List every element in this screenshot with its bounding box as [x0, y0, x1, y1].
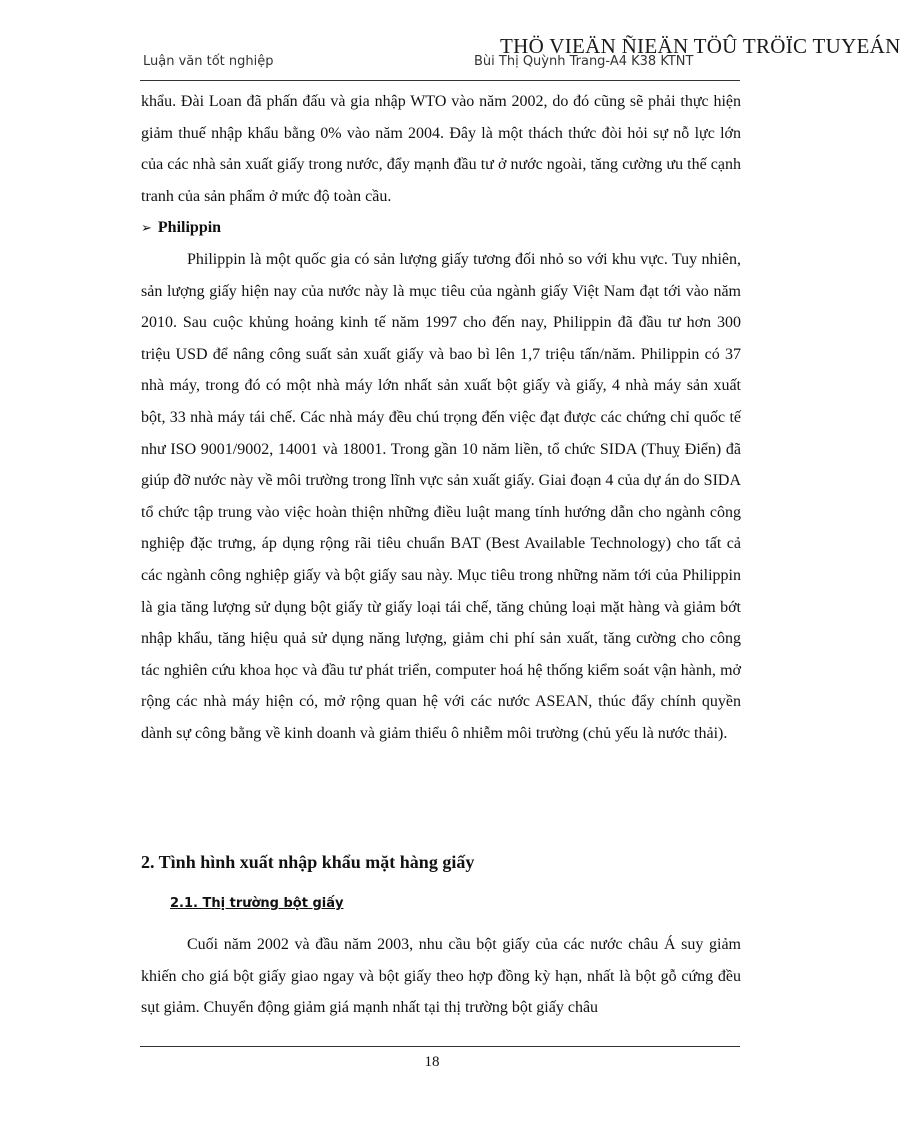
paragraph-taiwan: khẩu. Đài Loan đã phấn đấu và gia nhập WTO vào năm 2002, do đó cũng sẽ phải thực hiện giảm thuế nhập khẩu bằng 0% vào năm 2004. Đây là một thách thức đòi hỏi sự nỗ lực lớn của các nhà sản xuất giấy trong nước, đẩy mạnh đầu tư ở nước ngoài, tăng cường ưu thế cạnh tranh của sản phẩm ở mức độ toàn cầu. [141, 93, 741, 205]
subsection-title: 2.1. Thị trường bột giấy [170, 896, 344, 911]
page-number: 18 [424, 1054, 440, 1070]
document-body [141, 86, 741, 749]
document-body-continued [141, 929, 741, 1024]
watermark-text: THÖ VIEÄN ÑIEÄN TÖÛ TRÖÏC TUYEÁN [500, 34, 901, 58]
section-title: 2. Tình hình xuất nhập khẩu mặt hàng giấy [141, 852, 475, 872]
header-author-label: Bùi Thị Quỳnh Trang-A4 K38 KTNT [474, 54, 694, 69]
arrow-bullet-icon: ➢ [141, 221, 152, 237]
paragraph-philippin: Philippin là một quốc gia có sản lượng giấy tương đối nhỏ so với khu vực. Tuy nhiên, sản lượng giấy hiện nay của nước này là mục tiêu của ngành giấy Việt Nam đạt tới vào năm 2010. Sau cuộc khủng hoảng kinh tế năm 1997 cho đến nay, Philippin đã đầu tư hơn 300 triệu USD để nâng công suất sản xuất giấy và bao bì lên 1,7 triệu tấn/năm. Philippin có 37 nhà máy, trong đó có một nhà máy lớn nhất sản xuất bột giấy và giấy, 4 nhà máy sản xuất bột, 33 nhà máy tái chế. Các nhà máy đều chú trọng đến việc đạt được các chứng chỉ quốc tế như ISO 9001/9002, 14001 và 18001. Trong gần 10 năm liền, tổ chức SIDA (Thuỵ Điển) đã giúp đỡ nước này về môi trường trong lĩnh vực sản xuất giấy. Giai đoạn 4 của dự án do SIDA tổ chức tập trung vào việc hoàn thiện những điều luật mang tính hướng dẫn cho ngành công nghiệp đặc trưng, áp dụng rộng rãi tiêu chuẩn BAT (Best Available Technology) cho tất cả các ngành công nghiệp giấy và bột giấy sau này. Mục tiêu trong những năm tới của Philippin là gia tăng lượng sử dụng bột giấy từ giấy loại tái chế, tăng chủng loại mặt hàng và giảm bớt nhập khẩu, tăng hiệu quả sử dụng năng lượng, giảm chi phí sản xuất, tăng cường cho công tác nghiên cứu khoa học và đầu tư phát triển, computer hoá hệ thống kiểm soát vận hành, mở rộng các nhà máy hiện có, mở rộng quan hệ với các nước ASEAN, thúc đẩy chính quyền dành sự công bằng về kinh doanh và giảm thiểu ô nhiễm môi trường (chủ yếu là nước thải). [141, 250, 741, 742]
bullet-heading-text: Philippin [157, 219, 222, 237]
bullet-heading-philippin [141, 212, 741, 244]
header-thesis-label: Luận văn tốt nghiệp [143, 54, 274, 69]
header-divider [140, 80, 740, 81]
footer-divider [140, 1046, 740, 1047]
paragraph-pulp-market: Cuối năm 2002 và đầu năm 2003, nhu cầu bột giấy của các nước châu Á suy giảm khiến cho giá bột giấy giao ngay và bột giấy theo hợp đồng kỳ hạn, nhất là bột gỗ cứng đều sụt giảm. Chuyển động giảm giá mạnh nhất tại thị trường bột giấy châu [141, 936, 741, 1017]
